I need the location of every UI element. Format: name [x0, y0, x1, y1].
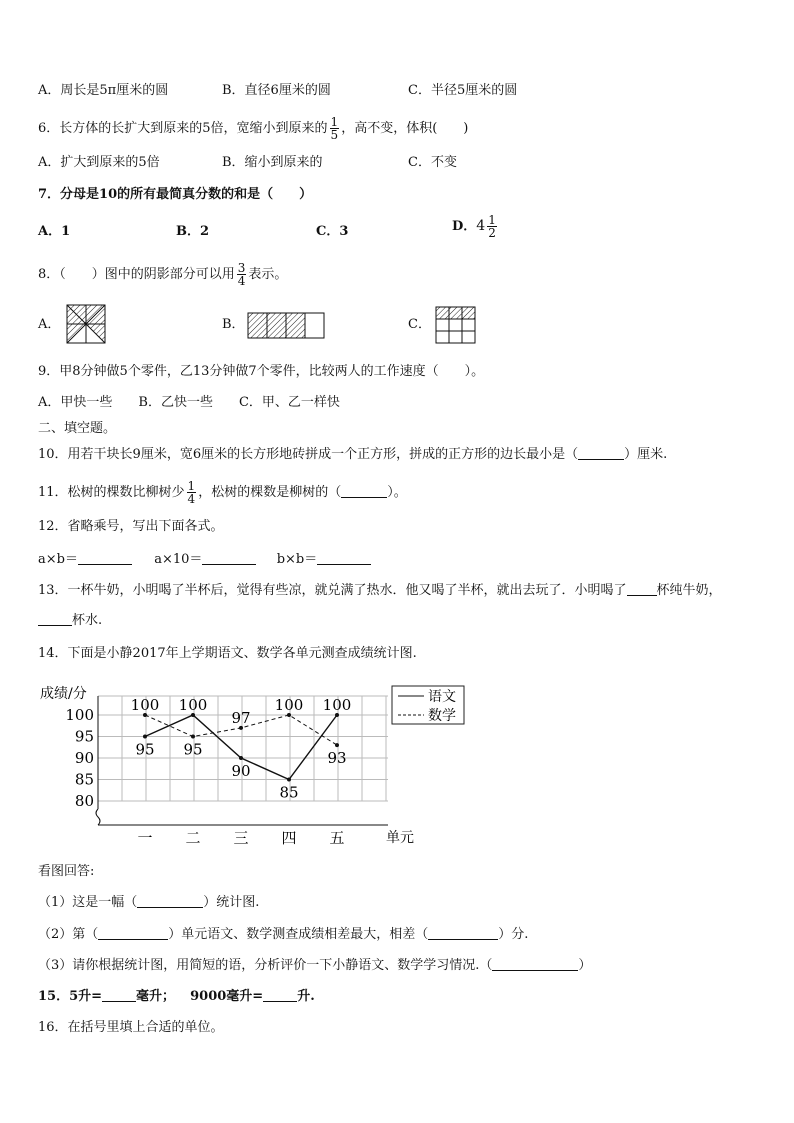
q12-expressions [38, 551, 371, 569]
data-label: 90 [231, 762, 251, 780]
data-label: 100 [322, 696, 352, 714]
q16-question: 16．在括号里填上合适的单位。 [38, 1020, 224, 1035]
score-line-chart [30, 676, 470, 856]
q15-blank-1[interactable] [102, 988, 136, 1002]
figure-c-cell-shaded [436, 307, 449, 319]
data-label: 95 [135, 740, 155, 759]
y-tick-label: 95 [74, 727, 94, 746]
answer-1-end: ）统计图. [203, 895, 260, 910]
data-point-math [191, 735, 195, 739]
answer-3-end: ） [578, 958, 592, 973]
x-tick-label: 五 [329, 829, 345, 847]
q13-text: 13．一杯牛奶，小明喝了半杯后，觉得有些凉，就兑满了热水．他又喝了半杯，就出去玩了．小明喝了 [38, 583, 627, 598]
answer-2-blank-1[interactable] [98, 926, 168, 940]
chart-ylabel: 成绩/分 [40, 686, 87, 702]
section-title: 二、填空题。 [38, 421, 117, 436]
q6-option-a: A．扩大到原来的5倍 [38, 155, 160, 170]
q9-options: A．甲快一些 B．乙快一些 C．甲、乙一样快 [38, 395, 340, 410]
q7-frac-num: 1 [488, 213, 496, 227]
q6-text-after: ，高不变，体积( ) [341, 121, 469, 136]
q13-line-1 [38, 582, 722, 600]
answer-2 [38, 926, 528, 944]
data-label: 85 [279, 783, 299, 802]
q7-frac-den: 2 [488, 226, 496, 240]
q15-text-c: 9000毫升= [190, 989, 264, 1004]
chart-xlabel: 单元 [386, 830, 414, 846]
q8-option-b-label: B． [222, 317, 245, 332]
x-tick-label: 一 [137, 829, 153, 847]
q8-option-a-label: A． [38, 317, 61, 332]
q13-line-2 [38, 612, 102, 630]
answer-2-end: ）分. [498, 927, 529, 942]
q13-blank-1[interactable] [627, 582, 657, 596]
x-tick-label: 四 [281, 829, 297, 847]
q15-question [38, 988, 315, 1006]
q6-option-c: C．不变 [408, 155, 457, 170]
q12-expr-3: b×b＝ [276, 552, 318, 567]
figure-b [248, 313, 324, 338]
q11-answer-blank[interactable] [341, 484, 387, 498]
data-label: 93 [327, 749, 347, 768]
answer-3-text: （3）请你根据统计图，用简短的语，分析评价一下小静语文、数学学习情况.（ [38, 958, 493, 973]
q8-option-c-label: C． [408, 317, 431, 332]
q8-frac-den: 4 [237, 274, 246, 288]
data-point-chinese [287, 778, 291, 782]
answer-1-text: （1）这是一幅（ [38, 895, 138, 910]
answer-3-blank[interactable] [492, 957, 578, 971]
answers-title: 看图回答: [38, 864, 95, 879]
y-tick-label: 100 [65, 706, 94, 724]
q15-text-d: 升. [297, 989, 315, 1004]
y-tick-label: 80 [74, 792, 94, 810]
data-label: 97 [231, 708, 251, 727]
q5-option-a: A．周长是5π厘米的圆 [38, 83, 169, 98]
data-label: 100 [178, 696, 208, 714]
x-tick-label: 二 [185, 829, 201, 847]
q6-frac-num: 1 [330, 115, 339, 129]
q10-answer-blank[interactable] [578, 446, 624, 460]
q8-text-before: 8．（ ）图中的阴影部分可以用 [38, 267, 235, 282]
q7-option-c: C．3 [316, 224, 349, 239]
figure-a [67, 305, 105, 343]
q13-blank-2[interactable] [38, 612, 72, 626]
q10-end: ）厘米. [624, 447, 668, 462]
q7-question: 7．分母是10的所有最简真分数的和是（ ） [38, 187, 313, 202]
legend-label-math: 数学 [428, 708, 456, 724]
q6-text-before: 6．长方体的长扩大到原来的5倍，宽缩小到原来的 [38, 121, 328, 136]
q15-text-b: 毫升； [136, 989, 176, 1004]
chart-labels [65, 696, 351, 847]
y-tick-label: 90 [74, 749, 94, 767]
q12-blank-1[interactable] [78, 551, 132, 565]
q10-question [38, 446, 667, 464]
axis-break-mark [96, 809, 100, 825]
q12-expr-1: a×b＝ [38, 552, 78, 567]
q14-question: 14．下面是小静2017年上学期语文、数学各单元测查成绩统计图. [38, 646, 417, 661]
q12-blank-2[interactable] [202, 551, 256, 565]
data-label: 100 [130, 696, 160, 714]
q12-expr-2: a×10＝ [154, 552, 203, 567]
q8-frac-num: 3 [237, 261, 246, 275]
figure-b-cell-shaded [286, 313, 305, 338]
data-point-math [335, 743, 339, 747]
q7-option-a: A．1 [38, 224, 71, 239]
answer-1-blank[interactable] [137, 894, 203, 908]
answer-3 [38, 957, 591, 975]
figure-b-cell-shaded [248, 313, 267, 338]
x-tick-label: 三 [233, 829, 249, 847]
q11-frac-den: 4 [187, 492, 196, 506]
q13-line1-end: 杯纯牛奶， [656, 583, 722, 598]
data-point-chinese [239, 756, 243, 760]
q6-option-b: B．缩小到原来的 [222, 155, 323, 170]
figure-b-cell-shaded [267, 313, 286, 338]
q11-fraction [187, 480, 197, 505]
q7-mixed-whole: 4 [476, 218, 486, 234]
q13-line2-end: 杯水. [72, 613, 103, 628]
answer-2-text: （2）第（ [38, 927, 99, 942]
q7-option-b: B．2 [176, 224, 210, 239]
q11-text-mid: ，松树的棵数是柳树的（ [198, 485, 342, 500]
answer-2-mid: ）单元语文、数学测查成绩相差最大，相差（ [168, 927, 429, 942]
q8-text-after: 表示。 [248, 267, 288, 282]
q10-text: 10．用若干块长9厘米，宽6厘米的长方形地砖拼成一个正方形，拼成的正方形的边长最小是（ [38, 447, 579, 462]
y-tick-label: 85 [74, 770, 94, 789]
figure-c-cell-shaded [462, 307, 475, 319]
q5-option-c: C．半径5厘米的圆 [408, 83, 518, 98]
q7-option-d-prefix: D． [452, 219, 477, 234]
figure-c-cell-shaded [449, 307, 462, 319]
answer-2-blank-2[interactable] [428, 926, 498, 940]
q9-question: 9．甲8分钟做5个零件，乙13分钟做7个零件，比较两人的工作速度（ ）。 [38, 364, 485, 379]
q11-question [38, 480, 407, 505]
data-point-chinese [143, 735, 147, 739]
q15-blank-2[interactable] [263, 988, 297, 1002]
answer-1 [38, 894, 259, 912]
q5-option-b: B．直径6厘米的圆 [222, 83, 331, 98]
legend-label-chinese: 语文 [428, 689, 456, 705]
figure-b-cell [305, 313, 324, 338]
figure-c [436, 307, 475, 343]
q6-frac-den: 5 [330, 128, 339, 142]
chart-legend [392, 686, 464, 724]
q15-text-a: 15．5升= [38, 989, 103, 1004]
data-label: 95 [183, 740, 203, 759]
q12-blank-3[interactable] [317, 551, 371, 565]
data-label: 100 [274, 696, 304, 714]
q11-text-before: 11．松树的棵数比柳树少 [38, 485, 185, 500]
q11-end: ）。 [387, 485, 407, 500]
q11-frac-num: 1 [187, 479, 196, 493]
q12-question: 12．省略乘号，写出下面各式。 [38, 519, 224, 534]
